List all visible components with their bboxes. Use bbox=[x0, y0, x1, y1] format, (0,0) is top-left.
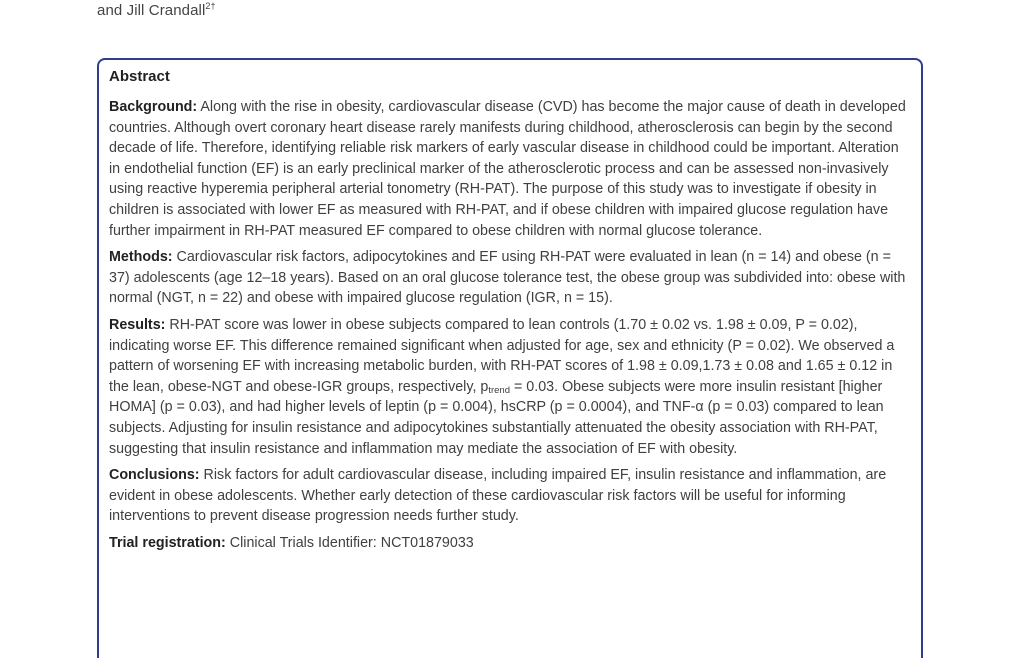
methods-section bbox=[109, 247, 911, 309]
abstract-title: Abstract bbox=[109, 68, 170, 85]
author-name: and Jill Crandall bbox=[97, 2, 206, 19]
results-section bbox=[109, 315, 911, 459]
results-subscript: trend bbox=[488, 384, 510, 396]
background-text: Along with the rise in obesity, cardiovascular disease (CVD) has become the major cause of death in developed countries. Although overt coronary heart disease rarely manifests during childhood, atherosclerosis can begin by the second decade of life. Therefore, identifying reliable risk markers of early vascular disease in childhood could be important. Alteration in endothelial function (EF) is an early preclinical marker of the atherosclerotic process and can be assessed non-invasively using reactive hyperemia peripheral arterial tonometry (RH-PAT). The purpose of this study was to investigate if obesity in children is associated with lower EF as measured with RH-PAT, and if obese children with impaired glucose regulation have further impairment in RH-PAT measured EF compared to obese children with normal glucose tolerance. bbox=[109, 99, 906, 239]
trial-registration-label: Trial registration: bbox=[109, 534, 226, 551]
background-label: Background: bbox=[109, 99, 198, 115]
conclusions-text: Risk factors for adult cardiovascular disease, including impaired EF, insulin resistance and inflammation, are evident in obese adolescents. Whether early detection of these cardiovascular risk factors will be useful for informing interventions to prevent disease progression needs further study. bbox=[109, 467, 887, 525]
methods-text: Cardiovascular risk factors, adipocytokines and EF using RH-PAT were evaluated in lean (n = 14) and obese (n = 37) adolescents (age 12–18 years). Based on an oral glucose tolerance test, the obese group was subdivided into: obese with normal (NGT, n = 22) and obese with impaired glucose regulation (IGR, n = 15). bbox=[109, 249, 906, 307]
conclusions-section bbox=[109, 465, 911, 527]
background-section bbox=[109, 97, 911, 241]
author-affiliation-marker: 2† bbox=[205, 1, 216, 11]
trial-registration-section bbox=[109, 533, 911, 554]
author-line bbox=[97, 1, 216, 19]
conclusions-label: Conclusions: bbox=[109, 467, 200, 484]
results-label: Results: bbox=[109, 316, 166, 333]
methods-label: Methods: bbox=[109, 249, 173, 266]
trial-registration-text: Clinical Trials Identifier: NCT01879033 bbox=[229, 534, 474, 551]
results-text-after: = 0.03. Obese subjects were more insulin resistant [higher HOMA] (p = 0.03), and had higher levels of leptin (p = 0.004), hsCRP (p = 0.0004), and TNF-α (p = 0.03) compared to lean subjects. Adjusting for insulin resistance and adipocytokines substantially attenuated the obesity association with RH-PAT, suggesting that insulin resistance and inflammation may mediate the association of EF with obesity. bbox=[109, 378, 884, 457]
abstract-box bbox=[97, 58, 923, 658]
results-text-before: RH-PAT score was lower in obese subjects compared to lean controls (1.70 ± 0.02 vs. 1.98 ± 0.09, P = 0.02), indicating worse EF. This difference remained significant when adjusted for age, sex and ethnicity (P = 0.02). We observed a pattern of worsening EF with increasing metabolic burden, with RH-PAT scores of 1.98 ± 0.09,1.73 ± 0.08 and 1.65 ± 0.12 in the lean, obese-NGT and obese-IGR groups, respectively, p bbox=[109, 316, 895, 395]
